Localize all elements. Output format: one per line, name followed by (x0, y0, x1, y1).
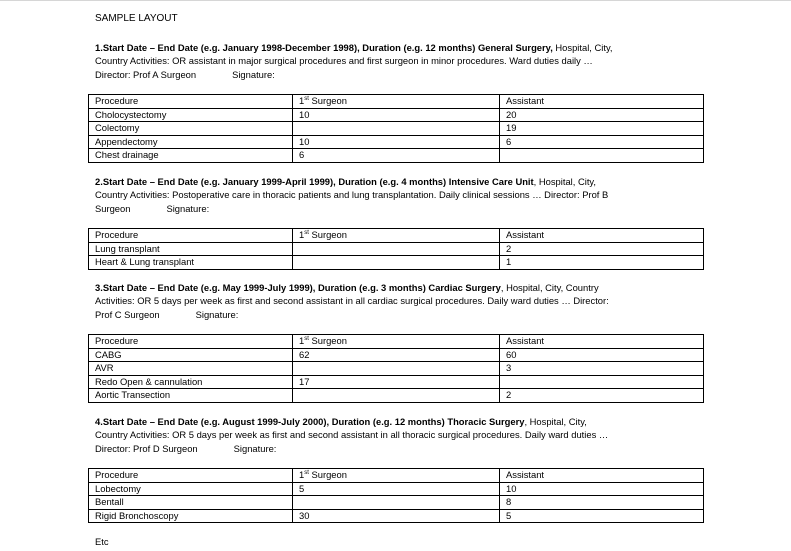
table-cell: Chest drainage (89, 149, 293, 163)
section-4-heading: 4.Start Date – End Date (e.g. August 1999-July 2000), Duration (e.g. 12 months) Thoracic Surgery (95, 416, 525, 427)
table-cell: 5 (500, 509, 704, 523)
table-row (89, 135, 704, 149)
section-3-body: , Hospital, City, Country Activities: OR 5 days per week as first and second assistant in all cardiac surgical procedures. Daily ward duties … Director: Prof C Surgeon (95, 282, 609, 320)
table-cell: Lobectomy (89, 482, 293, 496)
header-cell: Procedure (89, 335, 293, 349)
section-1-signature: Signature: (232, 68, 275, 80)
table-cell: 3 (500, 362, 704, 376)
table-cell: 5 (293, 482, 500, 496)
table-cell: Bentall (89, 496, 293, 510)
table-cell: CABG (89, 348, 293, 362)
table-row (89, 389, 704, 403)
header-cell: Procedure (89, 469, 293, 483)
table-cell (293, 362, 500, 376)
table-cell: AVR (89, 362, 293, 376)
table-cell (500, 149, 704, 163)
table-row (89, 496, 704, 510)
section-2-table (88, 228, 704, 270)
footer-etc: Etc (95, 536, 109, 547)
section-1-text (95, 41, 615, 81)
table-row (89, 482, 704, 496)
header-cell: Assistant (500, 95, 704, 109)
section-1-heading: 1.Start Date – End Date (e.g. January 1998-December 1998), Duration (e.g. 12 months) General Surgery, (95, 42, 553, 53)
table-cell: 6 (500, 135, 704, 149)
table-cell: 2 (500, 389, 704, 403)
table-cell: Rigid Bronchoscopy (89, 509, 293, 523)
page-title: SAMPLE LAYOUT (95, 13, 178, 24)
table-cell: 1 (500, 256, 704, 270)
header-cell: Assistant (500, 335, 704, 349)
table-cell: Cholocystectomy (89, 108, 293, 122)
table-row (89, 375, 704, 389)
table-cell: 62 (293, 348, 500, 362)
table-row (89, 149, 704, 163)
section-4-signature: Signature: (233, 442, 277, 454)
header-cell-first-surgeon: 1st Surgeon (293, 469, 500, 483)
section-4-table (88, 468, 704, 523)
table-cell: 30 (293, 509, 500, 523)
header-cell: Procedure (89, 95, 293, 109)
section-1-body: Hospital, City, Country Activities: OR assistant in major surgical procedures and first surgeon in minor procedures. Ward duties daily … Director: Prof A Surgeon (95, 42, 613, 80)
table-row (89, 362, 704, 376)
header-cell: Assistant (500, 229, 704, 243)
table-cell: 19 (500, 122, 704, 136)
table-row (89, 108, 704, 122)
table-header-row (89, 95, 704, 109)
section-3-signature: Signature: (195, 308, 239, 320)
table-cell: 10 (500, 482, 704, 496)
table-cell: Appendectomy (89, 135, 293, 149)
section-2-heading: 2.Start Date – End Date (e.g. January 1999-April 1999), Duration (e.g. 4 months) Intensive Care Unit (95, 176, 534, 187)
table-row (89, 256, 704, 270)
section-1-table (88, 94, 704, 163)
section-3-heading: 3.Start Date – End Date (e.g. May 1999-July 1999), Duration (e.g. 3 months) Cardiac Surgery (95, 282, 501, 293)
header-cell-first-surgeon: 1st Surgeon (293, 335, 500, 349)
section-4-text (95, 415, 615, 455)
table-cell: 6 (293, 149, 500, 163)
table-header-row (89, 229, 704, 243)
table-cell (293, 242, 500, 256)
table-cell: Heart & Lung transplant (89, 256, 293, 270)
table-cell (293, 496, 500, 510)
table-cell (293, 256, 500, 270)
table-cell (500, 375, 704, 389)
table-cell: 60 (500, 348, 704, 362)
header-cell-first-surgeon: 1st Surgeon (293, 95, 500, 109)
table-row (89, 509, 704, 523)
section-2-signature: Signature: (166, 202, 210, 214)
table-cell: 17 (293, 375, 500, 389)
table-header-row (89, 469, 704, 483)
section-2-text (95, 175, 615, 215)
table-cell: 8 (500, 496, 704, 510)
table-row (89, 348, 704, 362)
table-cell: 10 (293, 135, 500, 149)
table-cell: Redo Open & cannulation (89, 375, 293, 389)
table-cell (293, 389, 500, 403)
table-cell: 2 (500, 242, 704, 256)
section-2-body: , Hospital, City, Country Activities: Postoperative care in thoracic patients and lung transplantation. Daily clinical sessions … Director: Prof B Surgeon (95, 176, 609, 214)
table-header-row (89, 335, 704, 349)
header-cell: Assistant (500, 469, 704, 483)
section-4-body: , Hospital, City, Country Activities: OR 5 days per week as first and second assistant in all thoracic surgical procedures. Daily ward duties … Director: Prof D Surgeon (95, 416, 609, 454)
table-cell: 20 (500, 108, 704, 122)
table-cell (293, 122, 500, 136)
table-row (89, 242, 704, 256)
section-3-table (88, 334, 704, 403)
table-row (89, 122, 704, 136)
header-cell: Procedure (89, 229, 293, 243)
table-cell: 10 (293, 108, 500, 122)
section-3-text (95, 281, 615, 321)
table-cell: Colectomy (89, 122, 293, 136)
table-cell: Aortic Transection (89, 389, 293, 403)
header-cell-first-surgeon: 1st Surgeon (293, 229, 500, 243)
table-cell: Lung transplant (89, 242, 293, 256)
